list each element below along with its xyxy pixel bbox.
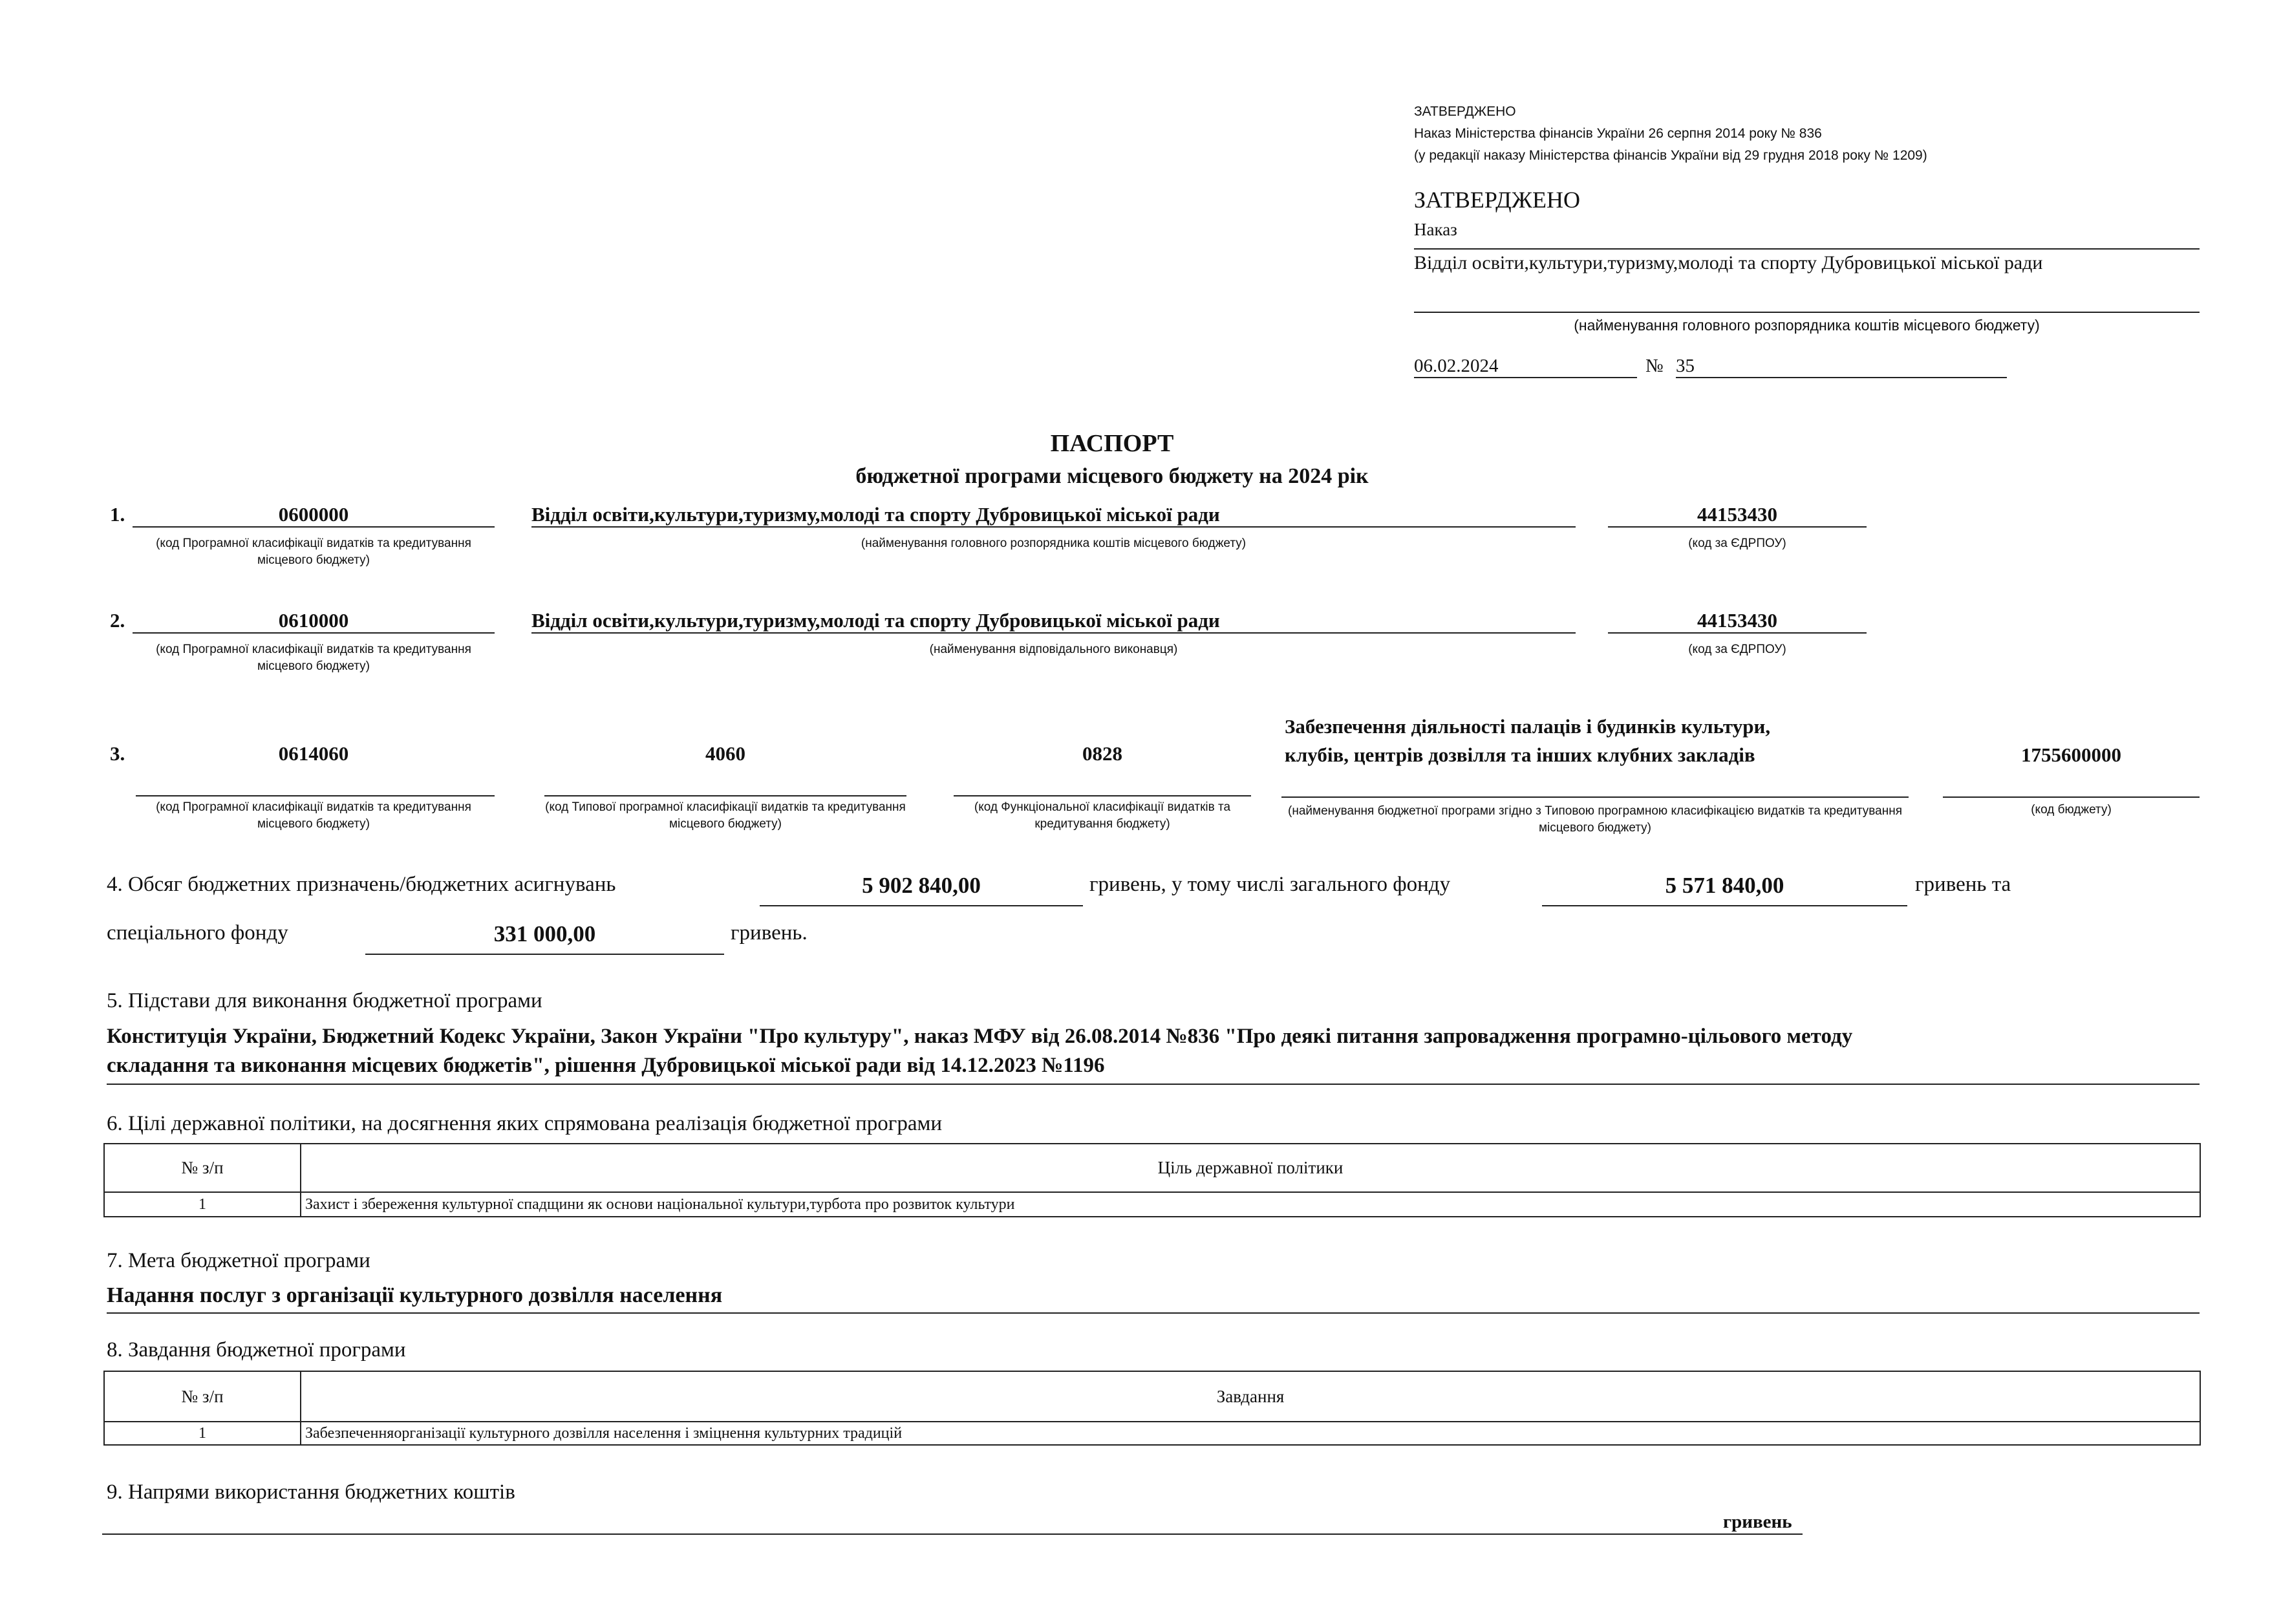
section4-text5: гривень. bbox=[731, 921, 808, 945]
row3-num: 3. bbox=[110, 742, 125, 765]
row3-budget-caption: (код бюджету) bbox=[2031, 803, 2112, 817]
tasks-table-header bbox=[104, 1371, 2200, 1422]
row3-typical: 4060 bbox=[705, 742, 745, 765]
row3-code: 0614060 bbox=[278, 742, 349, 765]
section5-heading: 5. Підстави для виконання бюджетної програми bbox=[107, 989, 542, 1012]
table-row bbox=[104, 1192, 2200, 1217]
page-title: ПАСПОРТ bbox=[1050, 430, 1174, 457]
row1-code-caption: (код Програмної класифікації видатків та кредитування місцевого бюджету) bbox=[156, 537, 471, 567]
row1-edrpou: 44153430 bbox=[1608, 503, 1867, 528]
divider bbox=[1281, 796, 1909, 798]
row2-code-caption: (код Програмної класифікації видатків та кредитування місцевого бюджету) bbox=[156, 643, 471, 673]
divider bbox=[954, 795, 1251, 796]
goals-table bbox=[103, 1143, 2201, 1217]
row1-edrpou-caption: (код за ЄДРПОУ) bbox=[1688, 537, 1786, 550]
divider bbox=[107, 1084, 2200, 1085]
row2-edrpou-caption: (код за ЄДРПОУ) bbox=[1688, 643, 1786, 656]
approval-org-name: Відділ освіти,культури,туризму,молоді та спорту Дубровицької міської ради bbox=[1414, 252, 2043, 273]
page-subtitle: бюджетної програми місцевого бюджету на 2024 рік bbox=[855, 464, 1369, 488]
approval-header bbox=[1414, 101, 1927, 167]
row3-code-caption: (код Програмної класифікації видатків та кредитування місцевого бюджету) bbox=[156, 800, 471, 831]
goals-col-goal: Ціль державної політики bbox=[301, 1144, 2200, 1192]
divider bbox=[107, 1312, 2200, 1314]
row1-code: 0600000 bbox=[133, 503, 495, 528]
section5-line2: складання та виконання місцевих бюджетів", рішення Дубровицької міської ради від 14.12.2023 №1196 bbox=[107, 1054, 1105, 1077]
divider bbox=[1414, 312, 2200, 313]
approval-number-label: № bbox=[1645, 356, 1664, 376]
tasks-row-text: Забезпеченняорганізації культурного дозвілля населення і зміцнення культурних традицій bbox=[301, 1422, 2200, 1445]
section4-text3: гривень та bbox=[1915, 873, 2011, 896]
section8-heading: 8. Завдання бюджетної програми bbox=[107, 1338, 406, 1362]
goals-row-text: Захист і збереження культурної спадщини як основи національної культури,турбота про розвиток культури bbox=[301, 1192, 2200, 1217]
divider bbox=[544, 795, 906, 796]
section6-heading: 6. Цілі державної політики, на досягнення яких спрямована реалізація бюджетної програми bbox=[107, 1112, 943, 1135]
approval-header-line2: (у редакції наказу Міністерства фінансів України від 29 грудня 2018 року № 1209) bbox=[1414, 148, 1927, 163]
row2-name-caption: (найменування відповідального виконавця) bbox=[929, 643, 1178, 656]
section4-text2: гривень, у тому числі загального фонду bbox=[1089, 873, 1451, 896]
tasks-row-num: 1 bbox=[104, 1422, 301, 1445]
section5-line1: Конституція України, Бюджетний Кодекс України, Закон України "Про культуру", наказ МФУ від 26.08.2014 №836 "Про деякі питання запровадження програмно-цільового методу bbox=[107, 1025, 1853, 1048]
approval-order-label: Наказ bbox=[1414, 220, 1457, 239]
approval-header-line1: Наказ Міністерства фінансів України 26 серпня 2014 року № 836 bbox=[1414, 126, 1822, 141]
row3-functional-caption: (код Функціональної класифікації видатків та кредитування бюджету) bbox=[974, 800, 1231, 831]
goals-col-num: № з/п bbox=[104, 1144, 301, 1192]
tasks-col-num: № з/п bbox=[104, 1371, 301, 1422]
row3-budget: 1755600000 bbox=[2021, 743, 2121, 766]
row2-code: 0610000 bbox=[133, 609, 495, 634]
goals-table-header bbox=[104, 1144, 2200, 1192]
section9-heading: 9. Напрями використання бюджетних коштів bbox=[107, 1480, 515, 1504]
row1-name: Відділ освіти,культури,туризму,молоді та спорту Дубровицької міської ради bbox=[531, 503, 1576, 528]
row1-num: 1. bbox=[110, 503, 125, 526]
section4-special: 331 000,00 bbox=[365, 921, 724, 955]
section4-general: 5 571 840,00 bbox=[1542, 873, 1907, 906]
goals-row-num: 1 bbox=[104, 1192, 301, 1217]
row1-name-caption: (найменування головного розпорядника коштів місцевого бюджету) bbox=[861, 537, 1247, 550]
approval-date: 06.02.2024 bbox=[1414, 356, 1637, 378]
row3-name-line1: Забезпечення діяльності палаців і будинків культури, bbox=[1285, 715, 1771, 738]
row2-num: 2. bbox=[110, 609, 125, 632]
table-row bbox=[104, 1422, 2200, 1445]
approval-header-label: ЗАТВЕРДЖЕНО bbox=[1414, 104, 1516, 119]
row2-name: Відділ освіти,культури,туризму,молоді та спорту Дубровицької міської ради bbox=[531, 609, 1576, 634]
row3-typical-caption: (код Типової програмної класифікації видатків та кредитування місцевого бюджету) bbox=[545, 800, 906, 831]
row2-edrpou: 44153430 bbox=[1608, 609, 1867, 634]
row3-name-line2: клубів, центрів дозвілля та інших клубних закладів bbox=[1285, 743, 1755, 766]
section4-total: 5 902 840,00 bbox=[760, 873, 1083, 906]
approval-org-caption: (найменування головного розпорядника коштів місцевого бюджету) bbox=[1574, 317, 2040, 334]
tasks-col-task: Завдання bbox=[301, 1371, 2200, 1422]
section4-text1: 4. Обсяг бюджетних призначень/бюджетних асигнувань bbox=[107, 873, 616, 896]
divider bbox=[1943, 796, 2200, 798]
approval-title: ЗАТВЕРДЖЕНО bbox=[1414, 187, 1580, 213]
row3-name bbox=[1285, 715, 1905, 767]
section9-unit: гривень bbox=[1723, 1512, 1792, 1532]
approval-number: 35 bbox=[1676, 356, 2007, 378]
tasks-table bbox=[103, 1371, 2201, 1446]
row3-name-caption: (найменування бюджетної програми згідно з Типовою програмною класифікацією видатків та кредитування місцевого бюджету) bbox=[1288, 804, 1902, 835]
divider bbox=[136, 795, 495, 796]
row3-functional: 0828 bbox=[1082, 742, 1122, 765]
section4-text4: спеціального фонду bbox=[107, 921, 288, 945]
divider bbox=[102, 1533, 1803, 1535]
section7-heading: 7. Мета бюджетної програми bbox=[107, 1249, 370, 1272]
section7-text: Надання послуг з організації культурного дозвілля населення bbox=[107, 1283, 723, 1307]
divider bbox=[1414, 248, 2200, 250]
